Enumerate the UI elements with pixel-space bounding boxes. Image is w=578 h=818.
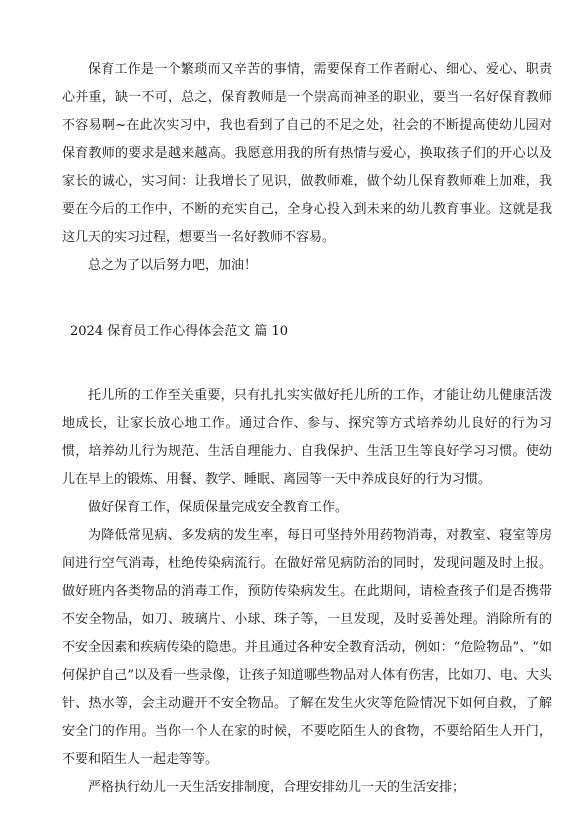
section-heading: 2024 保育员工作心得体会范文 篇 10	[70, 324, 289, 339]
paragraph: 保育工作是一个繁琐而又辛苦的事情，需要保育工作者耐心、细心、爱心、职责心并重，缺一不可，总之，保育教师是一个崇高而神圣的职业，要当一名好保育教师不容易啊~在此次实习中，我也看到了自己的不足之处，社会的不断提高使幼儿园对保育教师的要求是越来越高。我愿意用我的所有热情与爱心，换取孩子们的开心以及家长的诚心，实习间：让我增长了见识，做教师难，做个幼儿保育教师难上加难，我要在今后的工作中，不断的充实自己，全身心投入到未来的幼儿教育事业。这就是我这几天的实习过程，想要当一名好教师不容易。	[62, 62, 552, 245]
paragraph: 总之为了以后努力吧，加油！	[88, 258, 258, 273]
paragraph: 托儿所的工作至关重要，只有扎扎实实做好托儿所的工作，才能让幼儿健康活泼地成长，让家长放心地工作。通过合作、参与、探究等方式培养幼儿良好的行为习惯，培养幼儿行为规范、生活自理能力、自我保护、生活卫生等良好学习习惯。使幼儿在早上的锻炼、用餐、教学、睡眠、离园等一天中养成良好的行为习惯。	[62, 388, 552, 487]
paragraph: 为降低常见病、多发病的发生率，每日可坚持外用药物消毒，对教室、寝室等房间进行空气消毒，杜绝传染病流行。在做好常见病防治的同时，发现问题及时上报。做好班内各类物品的消毒工作，预防传染病发生。在此期间，请检查孩子们是否携带不安全物品，如刀、玻璃片、小球、珠子等，一旦发现，及时妥善处理。消除所有的不安全因素和疾病传染的隐患。并且通过各种安全教育活动，例如：“危险物品”、“如何保护自己”以及看一些录像，让孩子知道哪些物品对人体有伤害，比如刀、电、大头针、热水等，会主动避开不安全物品。了解在发生火灾等危险情况下如何自救，了解安全门的作用。当你一个人在家的时候，不要吃陌生人的食物，不要给陌生人开门，不要和陌生人一起走等等。	[62, 528, 552, 767]
paragraph: 严格执行幼儿一天生活安排制度，合理安排幼儿一天的生活安排；	[88, 780, 466, 795]
document-body	[62, 56, 552, 802]
paragraph: 做好保育工作，保质保量完成安全教育工作。	[88, 500, 349, 515]
